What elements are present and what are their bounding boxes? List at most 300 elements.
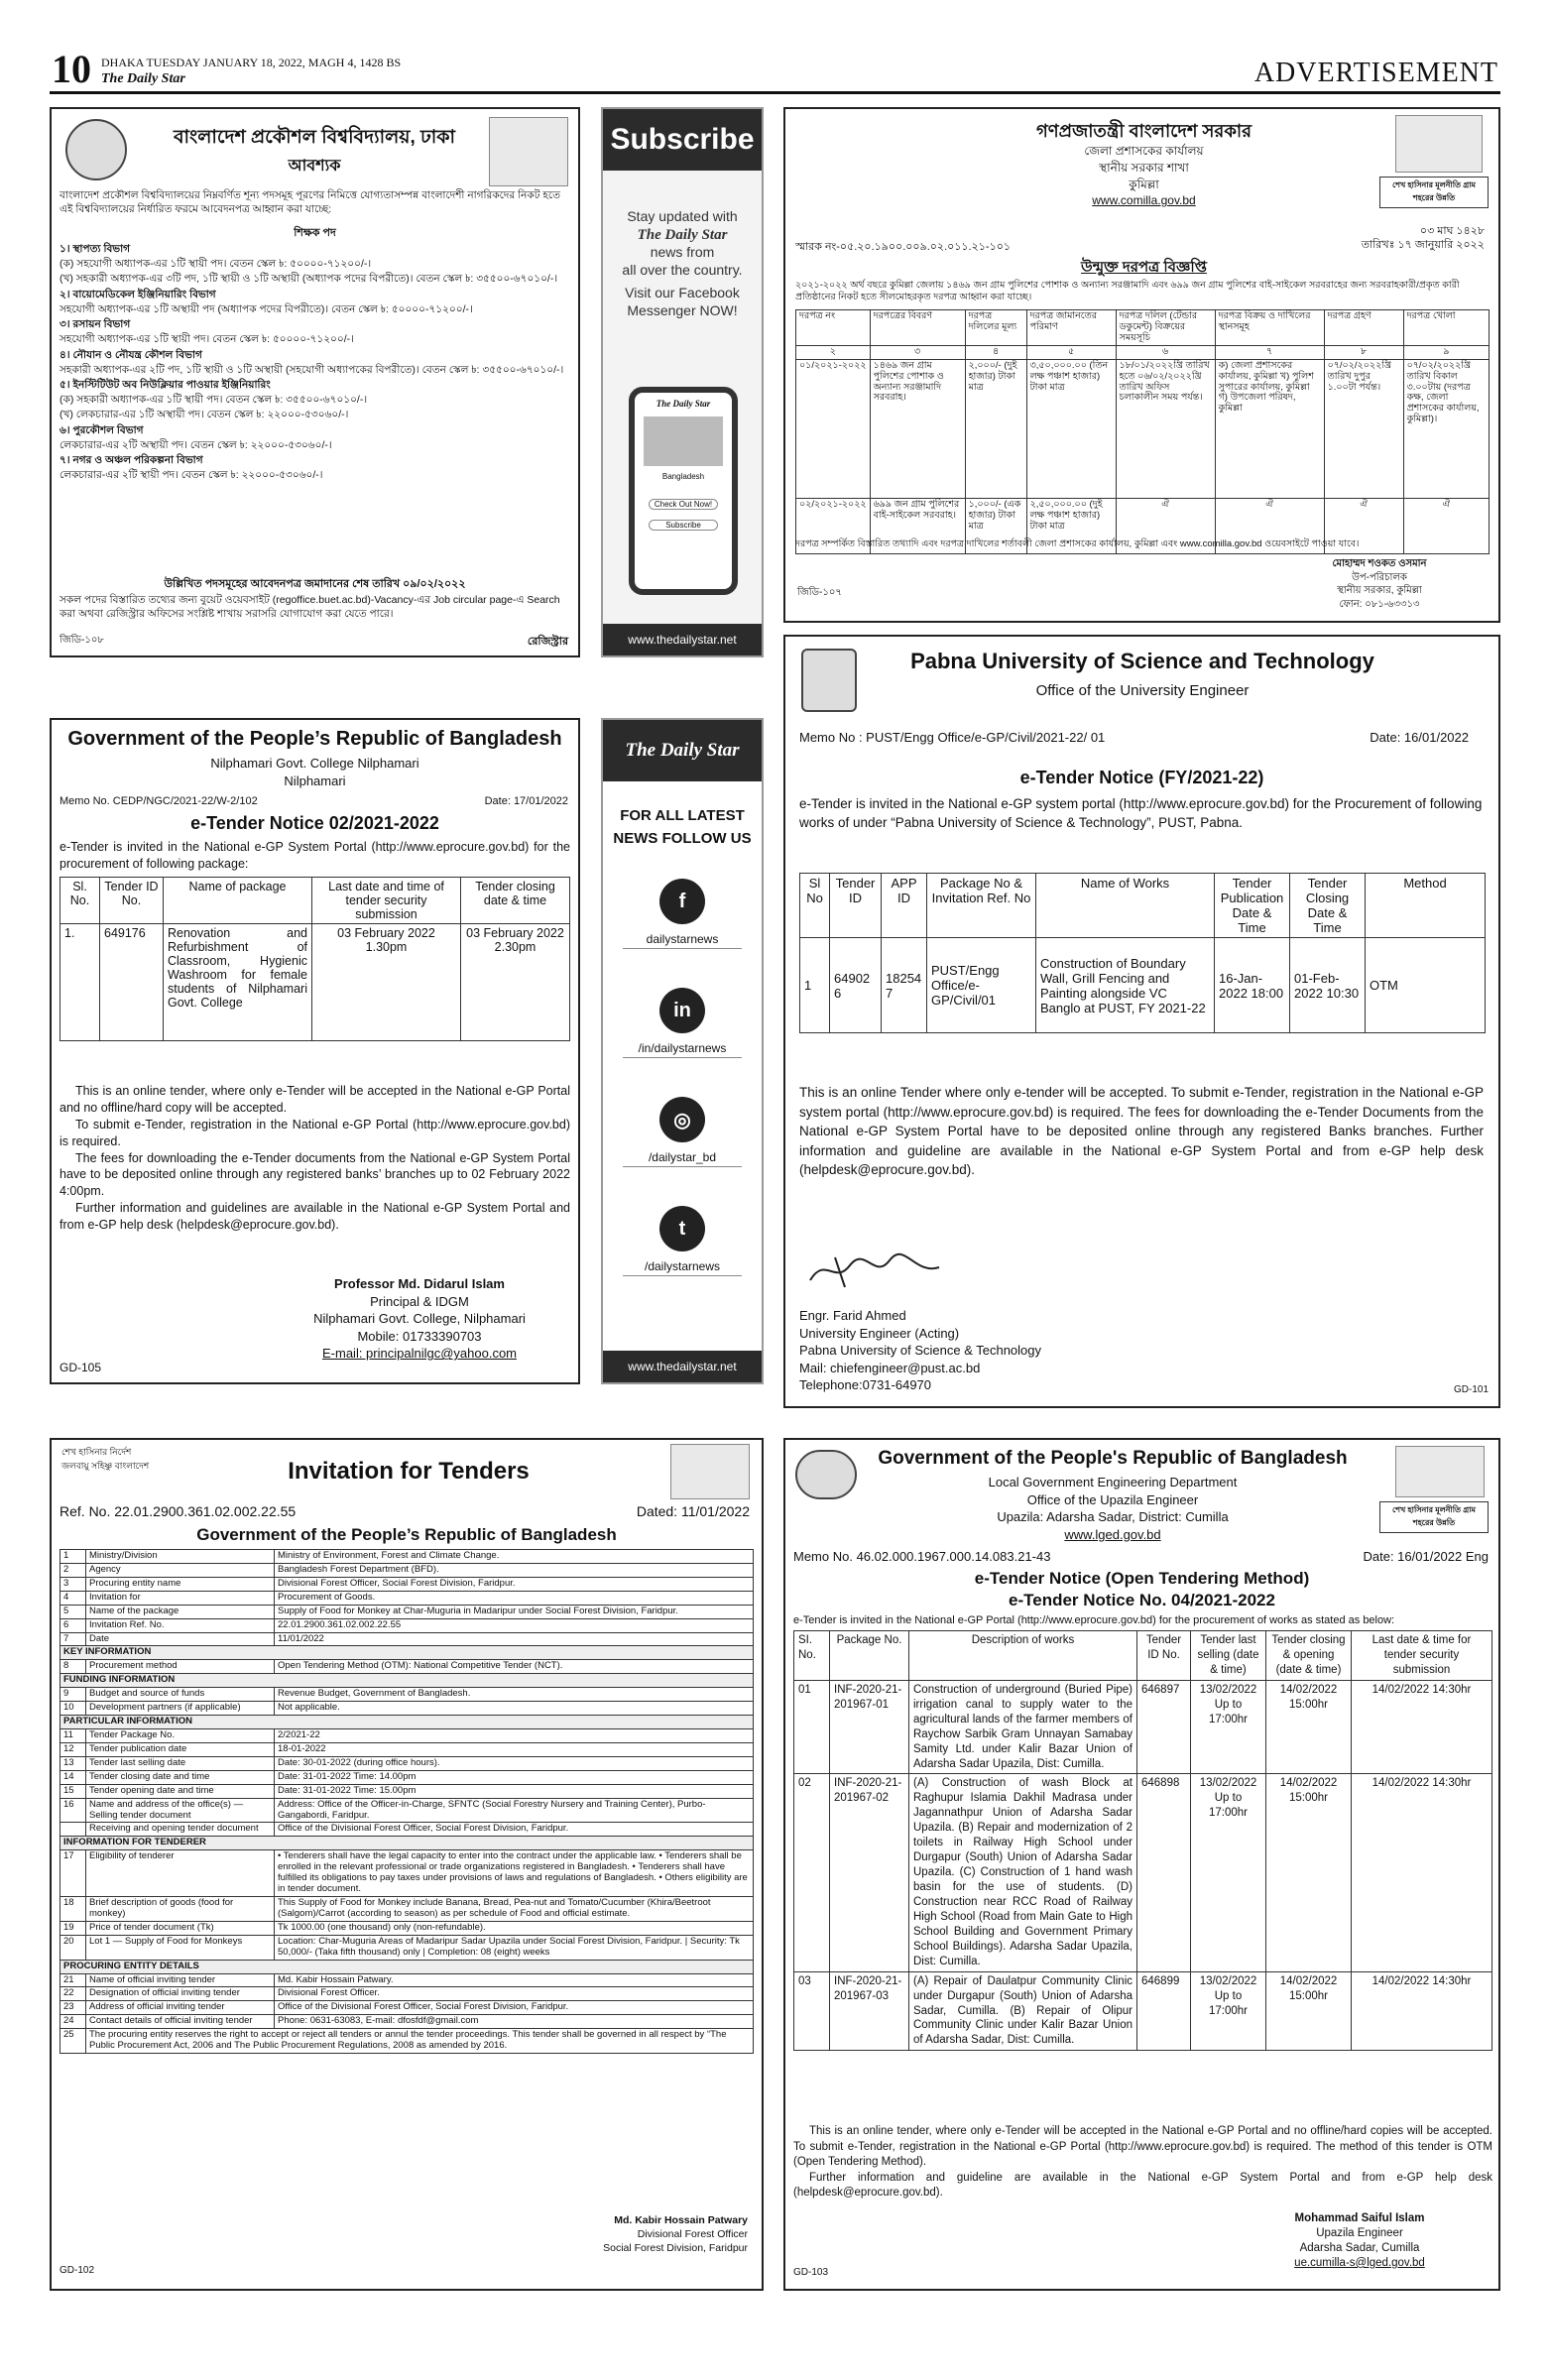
lged-col-header: Tender last selling (date & time) [1191,1631,1266,1681]
table-cell: 646898 [1137,1774,1191,1971]
subscribe-copy [607,208,758,319]
table-cell: Not applicable. [275,1702,754,1716]
section-heading: PROCURING ENTITY DETAILS [60,1960,754,1973]
table-cell: 14 [60,1770,86,1784]
nilphamari-col-header: Last date and time of tender security submission [312,878,461,924]
social-item-linkedin[interactable] [603,988,762,1097]
subscribe-url[interactable]: www.thedailystar.net [603,624,762,655]
table-cell: INF-2020-21-201967-02 [830,1774,909,1971]
buet-line: লেকচারার-এর ২টি অস্থায়ী পদ। বেতন স্কেল ৳: ২২০০০-৫৩০৬০/-। [60,438,332,451]
section-heading: FUNDING INFORMATION [60,1674,754,1688]
lged-col-header: Description of works [909,1631,1137,1681]
table-cell: 03 [794,1971,830,2051]
nilphamari-place: Nilphamari [284,774,346,788]
pust-gd: GD-101 [1453,1384,1489,1395]
forest-signer-office: Social Forest Division, Faridpur [603,2242,748,2255]
table-cell: 1 [800,938,830,1033]
comilla-col-header: দরপত্র দলিলের মূল্য [965,310,1026,346]
comilla-signer [1280,557,1479,611]
subscribe-brand: The Daily Star [637,226,728,243]
table-cell: 1 [60,1550,86,1564]
lged-intro: e-Tender is invited in the National e-GP Portal (http://www.eprocure.gov.bd) for the procurement of works as stated as below: [793,1614,1395,1626]
nilphamari-signer-office: Nilphamari Govt. College, Nilphamari [313,1311,526,1327]
table-cell: Divisional Forest Officer. [275,1987,754,2001]
table-cell: ঐ [1324,498,1403,553]
nilphamari-signer [271,1275,568,1363]
table-row [60,1850,754,1897]
lged-date: Date: 16/01/2022 Eng [1363,1549,1489,1564]
table-cell: 649026 [830,938,882,1033]
forest-motto [61,1446,149,1473]
comilla-col-header: দরপত্র জামানতের পরিমাণ [1026,310,1116,346]
table-cell: ০৭/০২/২০২২খ্রি তারিখ বিকাল ৩.০০টায় (দরপত্র কক্ষ, জেলা প্রশাসকের কার্যালয়, কুমিল্লা)। [1403,359,1489,498]
buet-signer: রেজিস্ট্রার [527,636,568,648]
lged-notice2: e-Tender Notice No. 04/2021-2022 [1009,1591,1275,1609]
mujib-portrait [670,1444,750,1499]
nilphamari-paragraphs [60,1083,570,1234]
lged-title: Government of the People's Republic of Bangladesh [878,1448,1348,1469]
social-brand: The Daily Star [603,720,762,781]
nilphamari-col-header: Tender closing date & time [461,878,570,924]
table-cell: Eligibility of tenderer [86,1850,275,1897]
pust-col-header: APP ID [882,874,927,938]
table-cell: 11/01/2022 [275,1632,754,1646]
table-cell: • Tenderers shall have the legal capacity to enter into the contract under the applicable law. • Tenderers shall be enrolled in the relevant professional or trade organizations registered in Bangladesh. • Tenderers shall have fulfilled its obligations to pay taxes under provisions of laws and regulations of Bangladesh. • Others eligibility are in tender document. [275,1850,754,1897]
section-heading: INFORMATION FOR TENDERER [60,1837,754,1850]
table-cell: 4 [60,1591,86,1605]
table-cell: Budget and source of funds [86,1688,275,1702]
subscribe-line: news from [650,244,715,261]
comilla-col-number: ৫ [1026,345,1116,359]
nilphamari-col-header: Name of package [164,878,312,924]
comilla-ad [783,107,1500,623]
table-row [60,1605,754,1618]
table-cell: Invitation for [86,1591,275,1605]
subscribe-ad [601,107,764,657]
comilla-col-number: ৯ [1403,345,1489,359]
table-row [60,1935,754,1960]
buet-section: শিক্ষক পদ [294,227,336,239]
social-heading: FOR ALL LATEST NEWS FOLLOW US [613,807,752,847]
comilla-date-line: ০৩ মাঘ ১৪২৮ [1419,225,1485,237]
table-cell: Tender opening date and time [86,1784,275,1798]
table-cell: 23 [60,2001,86,2015]
table-row [60,1728,754,1742]
comilla-memo: স্মারক নং-০৫.২০.১৯০০.০০৯.০২.০১১.২১-১০১ [795,241,1011,253]
table-cell: This Supply of Food for Monkey include Banana, Bread, Pea-nut and Tomato/Cucumber (Khira/Beetroot (Salgom)/Carrot (according to season) as per schedule of Food and official estimate. [275,1896,754,1921]
table-cell: 22 [60,1987,86,2001]
pust-col-header: Name of Works [1036,874,1215,938]
table-row [60,1837,754,1850]
table-row [60,1618,754,1632]
pust-office: Office of the University Engineer [1035,682,1250,699]
table-cell: 15 [60,1784,86,1798]
table-cell: Ministry/Division [86,1550,275,1564]
subscribe-line: Visit our Facebook [625,285,740,301]
buet-title: বাংলাদেশ প্রকৌশল বিশ্ববিদ্যালয়, ঢাকা [173,127,456,148]
table-row [60,1770,754,1784]
table-cell: ২,০০০/- (দুই হাজার) টাকা মাত্র [965,359,1026,498]
nilphamari-col-header: Sl. No. [60,878,100,924]
buet-intro: বাংলাদেশ প্রকৌশল বিশ্ববিদ্যালয়ের নিম্নবর্ণিত শূন্য পদসমূহ পূরণের নিমিত্তে যোগ্যতাসম্পন্ন বাংলাদেশী নাগরিকদের নিকট হতে এই বিশ্ববিদ্যালয়ের নির্ধারিত ফরমে আবেদনপত্র আহ্বান করা যাচ্ছে: [60,189,560,216]
nilphamari-gd: GD-105 [60,1361,102,1374]
header-rule [50,91,1500,94]
nilphamari-signer-email[interactable]: E-mail: principalnilgc@yahoo.com [322,1346,517,1362]
table-row [800,938,1486,1033]
table-row [60,1646,754,1660]
comilla-col-header: দরপত্র দলিল (টেন্ডার ডকুমেন্ট) বিক্রয়ের সময়সূচি [1116,310,1215,346]
lged-signer [1241,2211,1479,2271]
table-cell: Name and address of the office(s) — Selling tender document [86,1798,275,1823]
table-cell [60,1823,86,1837]
buet-lines [60,242,570,484]
table-cell: 14/02/2022 14:30hr [1352,1971,1492,2051]
forest-title: Invitation for Tenders [288,1458,530,1485]
comilla-office-line: জেলা প্রশাসকের কার্যালয় [1084,144,1204,158]
lged-dept: Local Government Engineering Department [988,1475,1238,1489]
phone-place: Bangladesh [661,472,705,481]
table-cell: 12 [60,1742,86,1756]
table-cell: Contact details of official inviting tender [86,2015,275,2029]
table-cell: Lot 1 — Supply of Food for Monkeys [86,1935,275,1960]
phone-checkout-button[interactable]: Check Out Now! [649,499,718,510]
table-cell: 16-Jan-2022 18:00 [1215,938,1290,1033]
pust-table [799,873,1486,1033]
comilla-signer-office: স্থানীয় সরকার, কুমিল্লা [1337,585,1422,596]
buet-deadline: উল্লিখিত পদসমূহের আবেদনপত্র জমাদানের শেষ তারিখ ০৯/০২/২০২২ [164,578,466,590]
lged-website-link[interactable]: www.lged.gov.bd [1064,1526,1161,1542]
buet-line: (খ) সহকারী অধ্যাপক-এর ৩টি পদ, ১টি স্থায়ী ও ১টি অস্থায়ী (অধ্যাপক পদের বিপরীতে)। বেতন স্কেল ৳: ৩৫৫০০-৬৭০১০/-। [60,273,558,286]
pust-signer-phone: Telephone:0731-64970 [799,1377,932,1393]
table-cell: Brief description of goods (food for monkey) [86,1896,275,1921]
forest-signer-name: Md. Kabir Hossain Patwary [614,2214,748,2226]
subscribe-line: all over the country. [622,261,743,278]
buet-line: ৪। নৌযান ও নৌযন্ত্র কৌশল বিভাগ [60,348,202,361]
forest-table [60,1549,754,2054]
pust-col-header: Tender ID [830,874,882,938]
comilla-signer-phone: ফোন: ০৮১-৬৩৩১৩ [1339,598,1420,610]
comilla-footer: দরপত্র সম্পর্কিত বিস্তারিত তথ্যাদি এবং দরপত্র দাখিলের শর্তাবলী জেলা প্রশাসকের কার্যালয়, কুমিল্লা এবং www.comilla.gov.bd ওয়েবসাইটে পাওয়া যাবে। [795,538,1360,549]
lged-paragraphs [793,2124,1492,2202]
table-cell: 9 [60,1688,86,1702]
social-item-facebook[interactable] [603,879,762,988]
table-cell: INF-2020-21-201967-03 [830,1971,909,2051]
forest-signer [603,2213,748,2256]
lged-col-header: Tender closing & opening (date & time) [1266,1631,1352,1681]
phone-image [644,416,723,466]
table-cell: ঐ [1215,498,1324,553]
table-cell: Agency [86,1563,275,1577]
forest-gov: Government of the People’s Republic of Bangladesh [196,1525,617,1544]
section-heading: KEY INFORMATION [60,1646,754,1660]
subscribe-line: Messenger NOW! [627,301,738,318]
buet-line: (ক) সহযোগী অধ্যাপক-এর ১টি স্থায়ী পদ। বেতন স্কেল ৳: ৫০০০০-৭১২০০/-। [60,258,372,271]
lged-col-header: Package No. [830,1631,909,1681]
table-cell: Price of tender document (Tk) [86,1921,275,1935]
lged-signer-email[interactable]: ue.cumilla-s@lged.gov.bd [1294,2256,1425,2269]
table-cell: ঐ [1403,498,1489,553]
table-cell: ০২/২০২১-২০২২ [796,498,871,553]
lged-office-line: Office of the Upazila Engineer [1026,1491,1199,1507]
table-cell: ২,৫০,০০০.০০ (দুই লক্ষ পঞ্চাশ হাজার) টাকা মাত্র [1026,498,1116,553]
pust-col-header: Package No & Invitation Ref. No [927,874,1036,938]
dateline: DHAKA TUESDAY JANUARY 18, 2022, MAGH 4, 1428 BS [101,56,402,69]
table-cell: (A) Repair of Daulatpur Community Clinic under Durgapur (South) Union of Adarsha Sadar, Cumilla. (B) Repair of Olipur Community Clinic under Kalir Bazar Union of Adarsha Sadar, Dist: Cumilla. [909,1971,1137,2051]
table-row [794,1680,1492,1774]
lged-notice1: e-Tender Notice (Open Tendering Method) [974,1569,1310,1588]
table-cell: ঐ [1116,498,1215,553]
pust-memo: Memo No : PUST/Engg Office/e-GP/Civil/2021-22/ 01 [799,730,1106,745]
buet-line: (ক) সহকারী অধ্যাপক-এর ১টি স্থায়ী পদ। বেতন স্কেল ৳: ৩৫৫০০-৬৭০১০/-। [60,394,368,407]
nilphamari-col-header: Tender ID No. [100,878,164,924]
table-row [60,1784,754,1798]
comilla-col-header: দরপত্র বিক্রয় ও দাখিলের স্থানসমূহ [1215,310,1324,346]
table-cell: ০৭/০২/২০২২খ্রি তারিখ দুপুর ১.০০টা পর্যন্ত। [1324,359,1403,498]
comilla-notice-title: উন্মুক্ত দরপত্র বিজ্ঞপ্তি [1081,259,1207,276]
pust-title: Pabna University of Science and Technology [910,649,1374,673]
comilla-col-number: ৭ [1215,345,1324,359]
table-cell: 7 [60,1632,86,1646]
table-row [60,1798,754,1823]
table-cell: 03 February 2022 2.30pm [461,924,570,1041]
social-item-twitter[interactable] [603,1206,762,1315]
comilla-office-line: কুমিল্লা [1129,177,1159,191]
table-cell: PUST/Engg Office/e-GP/Civil/01 [927,938,1036,1033]
comilla-signer-title: উপ-পরিচালক [1352,571,1407,583]
table-cell: ১৪৬৯ জন গ্রাম পুলিশের পোশাক ও অন্যান্য সরঞ্জামাদি সরবরাহ। [870,359,965,498]
table-cell: Date: 31-01-2022 Time: 14.00pm [275,1770,754,1784]
pust-date: Date: 16/01/2022 [1370,730,1469,745]
table-cell: 14/02/2022 15:00hr [1266,1971,1352,2051]
table-cell: 6 [60,1618,86,1632]
pust-signer [799,1307,1041,1394]
comilla-col-number: ৪ [965,345,1026,359]
buet-line: ৫। ইনস্টিটিউট অব নিউক্লিয়ার পাওয়ার ইঞ্জিনিয়ারিং [60,378,271,391]
lged-signer-office: Adarsha Sadar, Cumilla [1299,2241,1420,2254]
lged-gd: GD-103 [793,2267,829,2278]
forest-ref: Ref. No. 22.01.2900.361.02.002.22.55 [60,1503,297,1519]
table-cell: 19 [60,1921,86,1935]
table-cell: Construction of underground (Buried Pipe) irrigation canal to supply water to the agricultural lands of the farmer members of Raychow Sarbik Gram Unnayan Samabay Samity Ltd. under Kalir Bazar Union of Adarsha Sadar Upazila, Dist: Cumilla. [909,1680,1137,1774]
social-item-instagram[interactable] [603,1097,762,1206]
pust-emblem [801,649,857,712]
social-ad [601,718,764,1384]
table-cell: Construction of Boundary Wall, Grill Fencing and Painting alongside VC Banglo at PUST, FY 2021-22 [1036,938,1215,1033]
table-row [60,2001,754,2015]
twitter-icon: t [659,1206,705,1251]
subscribe-title: Subscribe [603,109,762,171]
social-list [603,879,762,1315]
lged-signer-name: Mohammad Saiful Islam [1294,2212,1425,2224]
lged-col-header: Tender ID No. [1137,1631,1191,1681]
forest-gd: GD-102 [60,2265,95,2276]
table-row [60,1987,754,2001]
table-cell: 10 [60,1702,86,1716]
nilphamari-table [60,877,570,1041]
table-cell: 17 [60,1850,86,1897]
table-cell: Md. Kabir Hossain Patwary. [275,1973,754,1987]
comilla-col-number: ২ [796,345,871,359]
comilla-intro: ২০২১-২০২২ অর্থ বছরে কুমিল্লা জেলায় ১৪৬৯ জন গ্রাম পুলিশের পোশাক ও অন্যান্য সরঞ্জামাদি এবং ৬৯৯ জন গ্রাম পুলিশের বাই-সাইকেল সরবরাহের জন্য সরবরাহকারী/প্রকৃত কারী প্রতিষ্ঠানের নিকট হতে সীলমোহরকৃত দরপত্র আহ্বান করা যাচ্ছে। [795,280,1460,303]
table-cell: Name of the package [86,1605,275,1618]
table-cell: 22.01.2900.361.02.002.22.55 [275,1618,754,1632]
comilla-col-header: দরপত্র খোলা [1403,310,1489,346]
nilphamari-signer-title: Principal & IDGM [370,1293,469,1309]
table-cell: Tender publication date [86,1742,275,1756]
table-cell: ০১/২০২১-২০২২ [796,359,871,498]
table-row [60,1688,754,1702]
table-cell: 18-01-2022 [275,1742,754,1756]
comilla-title: গণপ্রজাতন্ত্রী বাংলাদেশ সরকার [1035,121,1252,141]
pust-signer-mail: Mail: chiefengineer@pust.ac.bd [799,1360,981,1375]
table-row [60,2015,754,2029]
table-cell: Procurement of Goods. [275,1591,754,1605]
table-cell: 2 [60,1563,86,1577]
social-url[interactable]: www.thedailystar.net [603,1351,762,1382]
table-cell: 21 [60,1973,86,1987]
buet-line: ২। বায়োমেডিকেল ইঞ্জিনিয়ারিং বিভাগ [60,288,216,300]
pust-col-header: Method [1366,874,1486,938]
table-row [60,1716,754,1729]
table-cell: Office of the Divisional Forest Officer, Social Forest Division, Faridpur. [275,2001,754,2015]
nilphamari-para: This is an online tender, where only e-Tender will be accepted in the National e-GP Portal and no offline/hard copy will be accepted. [60,1084,570,1115]
buet-footer: সকল পদের বিস্তারিত তথ্যের জন্য বুয়েট ওয়েবসাইট (regoffice.buet.ac.bd)-Vacancy-এর Job circular page-এ Search করা অথবা রেজিস্ট্রার অফিসের সংশ্লিষ্ট শাখায় সরাসরি যোগাযোগ করা যেতে পারে। [60,594,560,621]
comilla-col-number: ৬ [1116,345,1215,359]
table-cell: ১৮/০১/২০২২খ্রি তারিখ হতে ০৬/০২/২০২২খ্রি তারিখ অফিস চলাকালীন সময় পর্যন্ত। [1116,359,1215,498]
buet-gd: জিডি-১০৮ [60,635,104,646]
table-cell: Address: Office of the Officer-in-Charge, SFNTC (Social Forestry Nursery and Training Center), Purbo-Gangabordi, Faridpur. [275,1798,754,1823]
table-row [60,1973,754,1987]
comilla-website-link[interactable]: www.comilla.gov.bd [1092,193,1196,208]
table-cell: Development partners (if applicable) [86,1702,275,1716]
comilla-col-header: দরপত্র গ্রহণ [1324,310,1403,346]
table-cell: ক) জেলা প্রশাসকের কার্যালয়, কুমিল্লা খ) পুলিশ সুপারের কার্যালয়, কুমিল্লা গ) উপজেলা পরিষদ, কুমিল্লা [1215,359,1324,498]
buet-line: ৭। নগর ও অঞ্চল পরিকল্পনা বিভাগ [60,454,203,467]
table-cell: Supply of Food for Monkey at Char-Muguria in Madaripur under Social Forest Division, Faridpur. [275,1605,754,1618]
table-cell: Procurement method [86,1660,275,1674]
table-cell: 13 [60,1756,86,1770]
table-row [60,1756,754,1770]
buet-ad [50,107,580,657]
phone-subscribe-button[interactable]: Subscribe [649,520,718,531]
table-cell: 14/02/2022 14:30hr [1352,1680,1492,1774]
nilphamari-para: To submit e-Tender, registration in the National e-GP Portal (http://www.eprocure.gov.bd) is required. [60,1117,570,1148]
table-cell: 14/02/2022 14:30hr [1352,1774,1492,1971]
table-cell: Location: Char-Muguria Areas of Madaripur Sadar Upazila under Social Forest Division, Faridpur. | Security: Tk 50,000/- (Taka fifth thousand) only | Completion: 08 (eight) weeks [275,1935,754,1960]
table-row [60,1660,754,1674]
table-cell: Divisional Forest Officer, Social Forest Division, Faridpur. [275,1577,754,1591]
table-cell: Address of official inviting tender [86,2001,275,2015]
table-cell: OTM [1366,938,1486,1033]
table-cell: 3 [60,1577,86,1591]
table-cell: 16 [60,1798,86,1823]
facebook-icon: f [659,879,705,924]
table-row [60,1823,754,1837]
nilphamari-para: The fees for downloading the e-Tender documents from the National e-GP System Portal have to be deposited online through any registered banks’ branches up to 02 February 2022 4:00pm. [60,1150,570,1199]
page-number: 10 [52,47,91,91]
table-cell: ৬৯৯ জন গ্রাম পুলিশের বাই-সাইকেল সরবরাহ। [870,498,965,553]
comilla-col-number: ৩ [870,345,965,359]
comilla-col-number: ৮ [1324,345,1403,359]
table-cell: Date [86,1632,275,1646]
lged-table [793,1630,1492,2051]
forest-motto-line: জলবায়ু সহিষ্ণু বাংলাদেশ [61,1460,150,1471]
buet-line: (খ) লেকচারার-এর ১টি অস্থায়ী পদ। বেতন স্কেল ৳: ২২০০০-৫৩০৬০/-। [60,409,349,421]
linkedin-icon: in [659,988,705,1033]
comilla-badge: শেখ হাসিনার মূলনীতি গ্রাম শহরের উন্নতি [1379,177,1489,208]
table-cell: 14/02/2022 15:00hr [1266,1680,1352,1774]
table-cell: Procuring entity name [86,1577,275,1591]
nilphamari-para: Further information and guidelines are available in the National e-GP System Portal and from e-GP help desk (helpdesk@eprocure.gov.bd). [60,1201,570,1232]
social-handle: /dailystar_bd [623,1150,742,1167]
pust-notice: e-Tender Notice (FY/2021-22) [1019,768,1264,787]
table-cell: 25 [60,2029,86,2054]
section-title: ADVERTISEMENT [1253,58,1498,88]
comilla-col-header: দরপত্র নং [796,310,871,346]
comilla-col-header: দরপত্রের বিবরণ [870,310,965,346]
lged-office [865,1474,1361,1543]
table-row [794,1971,1492,2051]
table-cell: 182547 [882,938,927,1033]
table-cell: 11 [60,1728,86,1742]
buet-line: ১। স্থাপত্য বিভাগ [60,243,131,255]
table-row [794,1774,1492,1971]
nilphamari-signer-name: Professor Md. Didarul Islam [334,1276,505,1291]
table-cell: The procuring entity reserves the right to accept or reject all tenders or annul the tender proceedings. This tender shall be governed in all respect by “The Public Procurement Act, 2006 and The Public Procurement Regulations, 2008 as amended by 2016. [86,2029,754,2054]
table-cell: 1. [60,924,100,1041]
table-row [60,2029,754,2054]
table-cell: Tk 1000.00 (one thousand) only (non-refundable). [275,1921,754,1935]
table-cell: 649176 [100,924,164,1041]
pust-paragraph: This is an online Tender where only e-tender will be accepted. To submit e-Tender, registration in the National e-GP system portal (http://www.eprocure.gov.bd) is required. The fees for downloading the e-Tender Documents from the National e-GP System Portal have to be deposited online through any registered Banks branches. Further information and guideline are available in the National e-GP System Portal and from e-GP help desk (helpdesk@eprocure.gov.bd). [799,1085,1484,1178]
table-cell: Tender closing date and time [86,1770,275,1784]
pust-col-header: Sl No [800,874,830,938]
mujib-portrait [1395,1446,1485,1497]
comilla-date-label: তারিখঃ [1361,239,1395,252]
nilphamari-college: Nilphamari Govt. College Nilphamari [210,756,419,771]
lged-badge: শেখ হাসিনার মূলনীতি গ্রাম শহরের উন্নতি [1379,1501,1489,1533]
table-cell: Phone: 0631-63083, E-mail: dfosfdf@gmail.com [275,2015,754,2029]
lged-signer-title: Upazila Engineer [1316,2226,1403,2239]
table-row [60,1921,754,1935]
table-cell: 646899 [1137,1971,1191,2051]
table-cell: 13/02/2022 Up to 17:00hr [1191,1774,1266,1971]
nilphamari-title: Government of the People’s Republic of Bangladesh [67,728,562,750]
forest-motto-line: শেখ হাসিনার নির্দেশ [61,1447,132,1457]
table-cell: Bangladesh Forest Department (BFD). [275,1563,754,1577]
table-cell: Tender Package No. [86,1728,275,1742]
nilphamari-date: Date: 17/01/2022 [484,795,568,807]
instagram-icon: ◎ [659,1097,705,1142]
table-cell: 03 February 2022 1.30pm [312,924,461,1041]
table-cell: ১,০০০/- (এক হাজার) টাকা মাত্র [965,498,1026,553]
pust-signature [805,1246,944,1295]
table-cell: (A) Construction of wash Block at Raghupur Islamia Dakhil Madrasa under Jagannathpur Union of Adarsha Sadar Upazila. (B) Repair and modernization of 2 toilets in Railway High School under Durgapur (South) Union of Adarsha Sadar Upazila. (C) Construction of 1 hand wash basin for the use of students. (D) Construction near RCC Road of Railway High School (Road from Main Gate to High School Building and Government Primary School Buildings). Adarsha Sadar Upazila, Dist: Cumilla. [909,1774,1137,1971]
lged-ad [783,1438,1500,2291]
table-row [60,924,570,1041]
table-cell: Ministry of Environment, Forest and Climate Change. [275,1550,754,1564]
comilla-date [1362,224,1485,253]
table-cell: Open Tendering Method (OTM): National Competitive Tender (NCT). [275,1660,754,1674]
lged-col-header: Last date & time for tender security submission [1352,1631,1492,1681]
table-row [60,1632,754,1646]
table-cell: 14/02/2022 15:00hr [1266,1774,1352,1971]
table-cell: Revenue Budget, Government of Bangladesh. [275,1688,754,1702]
table-row [60,1960,754,1973]
table-cell: Designation of official inviting tender [86,1987,275,2001]
table-row [60,1563,754,1577]
nilphamari-notice: e-Tender Notice 02/2021-2022 [190,813,439,833]
